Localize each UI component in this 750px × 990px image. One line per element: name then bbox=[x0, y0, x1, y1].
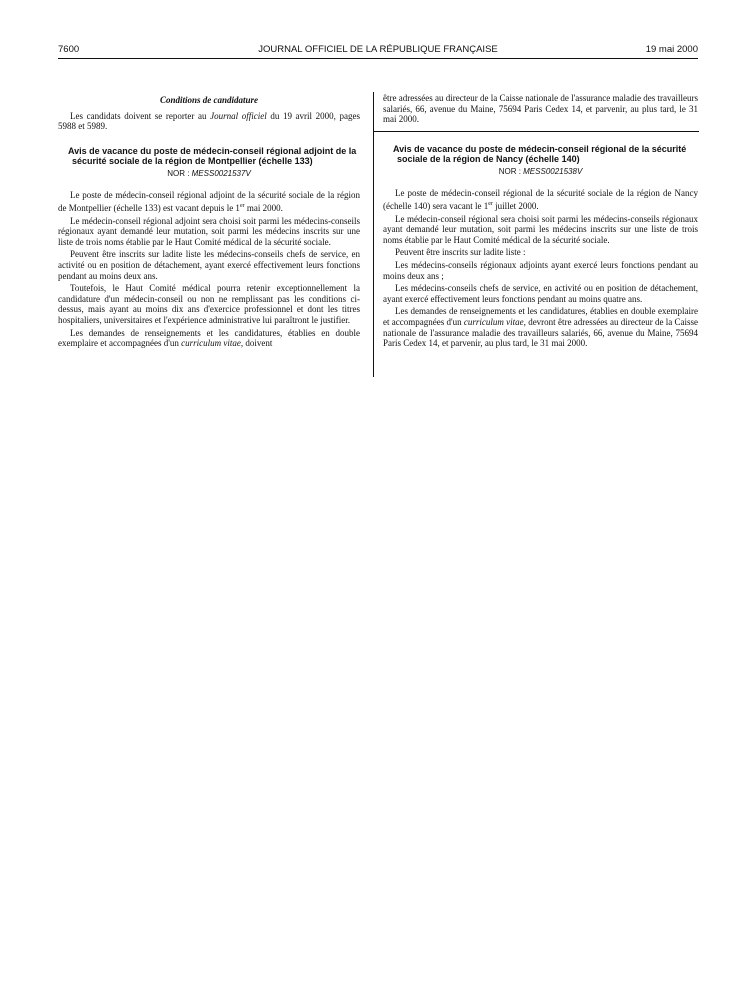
paragraph: Toutefois, le Haut Comité médical pourra retenir exceptionnellement la candidature d'un médecin-conseil ou non ne remplissant pas les conditions ci-dessus, mais ayant au moins dix ans d'exercice professionnel et dont les titres hospitaliers, universitaires et l'expérience administrative lui paraîtront le justifier. bbox=[58, 283, 360, 325]
paragraph: Peuvent être inscrits sur ladite liste les médecins-conseils chefs de service, en activité ou en position de détachement, ayant exercé effectivement leurs fonctions pendant au moins deux ans. bbox=[58, 249, 360, 281]
notice-separator bbox=[373, 131, 699, 132]
issue-date: 19 mai 2000 bbox=[645, 44, 698, 55]
conditions-heading: Conditions de candidature bbox=[159, 95, 258, 105]
paragraph: Le poste de médecin-conseil régional de la sécurité sociale de la région de Nancy (échelle 140) sera vacant le 1er juillet 2000. bbox=[383, 188, 698, 211]
paragraph: Les demandes de renseignements et les candidatures, établies en double exemplaire et accompagnées d'un curriculum vitae, devront être adressées au directeur de la Caisse nationale de l'assurance maladie des travailleurs salariés, 66, avenue du Maine, 75694 Paris Cedex 14, et parvenir, au plus tard, le 31 mai 2000. bbox=[383, 306, 698, 349]
notice-title-nancy: Avis de vacance du poste de médecin-conseil régional de la sécurité sociale de la région de Nancy (échelle 140) bbox=[393, 143, 687, 164]
continued-paragraph: être adressées au directeur de la Caisse nationale de l'assurance maladie des travailleurs salariés, 66, avenue du Maine, 75694 Paris Cedex 14, et parvenir, au plus tard, le 31 mai 2000. bbox=[383, 93, 698, 125]
journal-officiel-ref: Journal officiel bbox=[210, 110, 267, 121]
paragraph: Les médecins-conseils régionaux adjoints ayant exercé leurs fonctions pendant au moins deux ans ; bbox=[383, 259, 698, 281]
nor-reference-nancy: NOR : MESS0021538V bbox=[498, 166, 583, 176]
notice-title-montpellier: Avis de vacance du poste de médecin-conseil régional adjoint de la sécurité sociale de la région de Montpellier (échelle 133) bbox=[68, 145, 357, 166]
paragraph: Les demandes de renseignements et les candidatures, établies en double exemplaire et accompagnées d'un curriculum vitae, doivent bbox=[58, 327, 360, 349]
paragraph: Peuvent être inscrits sur ladite liste : bbox=[395, 247, 526, 258]
right-column bbox=[383, 93, 698, 351]
journal-title: JOURNAL OFFICIEL DE LA RÉPUBLIQUE FRANÇAISE bbox=[258, 44, 498, 55]
paragraph: Le médecin-conseil régional adjoint sera choisi soit parmi les médecins-conseils régionaux ayant demandé leur mutation, soit parmi les médecins inscrits sur une liste de trois noms établie par le Haut Comité médical de la sécurité sociale. bbox=[58, 215, 360, 247]
paragraph: Les médecins-conseils chefs de service, en activité ou en position de détachement, ayant exercé effectivement leurs fonctions pendant au moins quatre ans. bbox=[383, 283, 698, 304]
paragraph: Le poste de médecin-conseil régional adjoint de la sécurité sociale de la région de Montpellier (échelle 133) est vacant depuis le 1er mai 2000. bbox=[58, 190, 360, 213]
nor-reference-montpellier: NOR : MESS0021537V bbox=[167, 168, 251, 178]
paragraph: Le médecin-conseil régional sera choisi soit parmi les médecins-conseils régionaux ayant demandé leur mutation, soit parmi les médecins inscrits sur une liste de trois noms établie par le Haut Comité médical de la sécurité sociale. bbox=[383, 213, 698, 245]
column-divider bbox=[373, 92, 374, 377]
conditions-paragraph: Les candidats doivent se reporter au Journal officiel du 19 avril 2000, pages 5988 et 5989. bbox=[58, 110, 360, 132]
header-rule bbox=[58, 58, 698, 59]
page-header bbox=[58, 44, 698, 58]
left-column bbox=[58, 95, 360, 351]
page-number: 7600 bbox=[58, 44, 80, 55]
